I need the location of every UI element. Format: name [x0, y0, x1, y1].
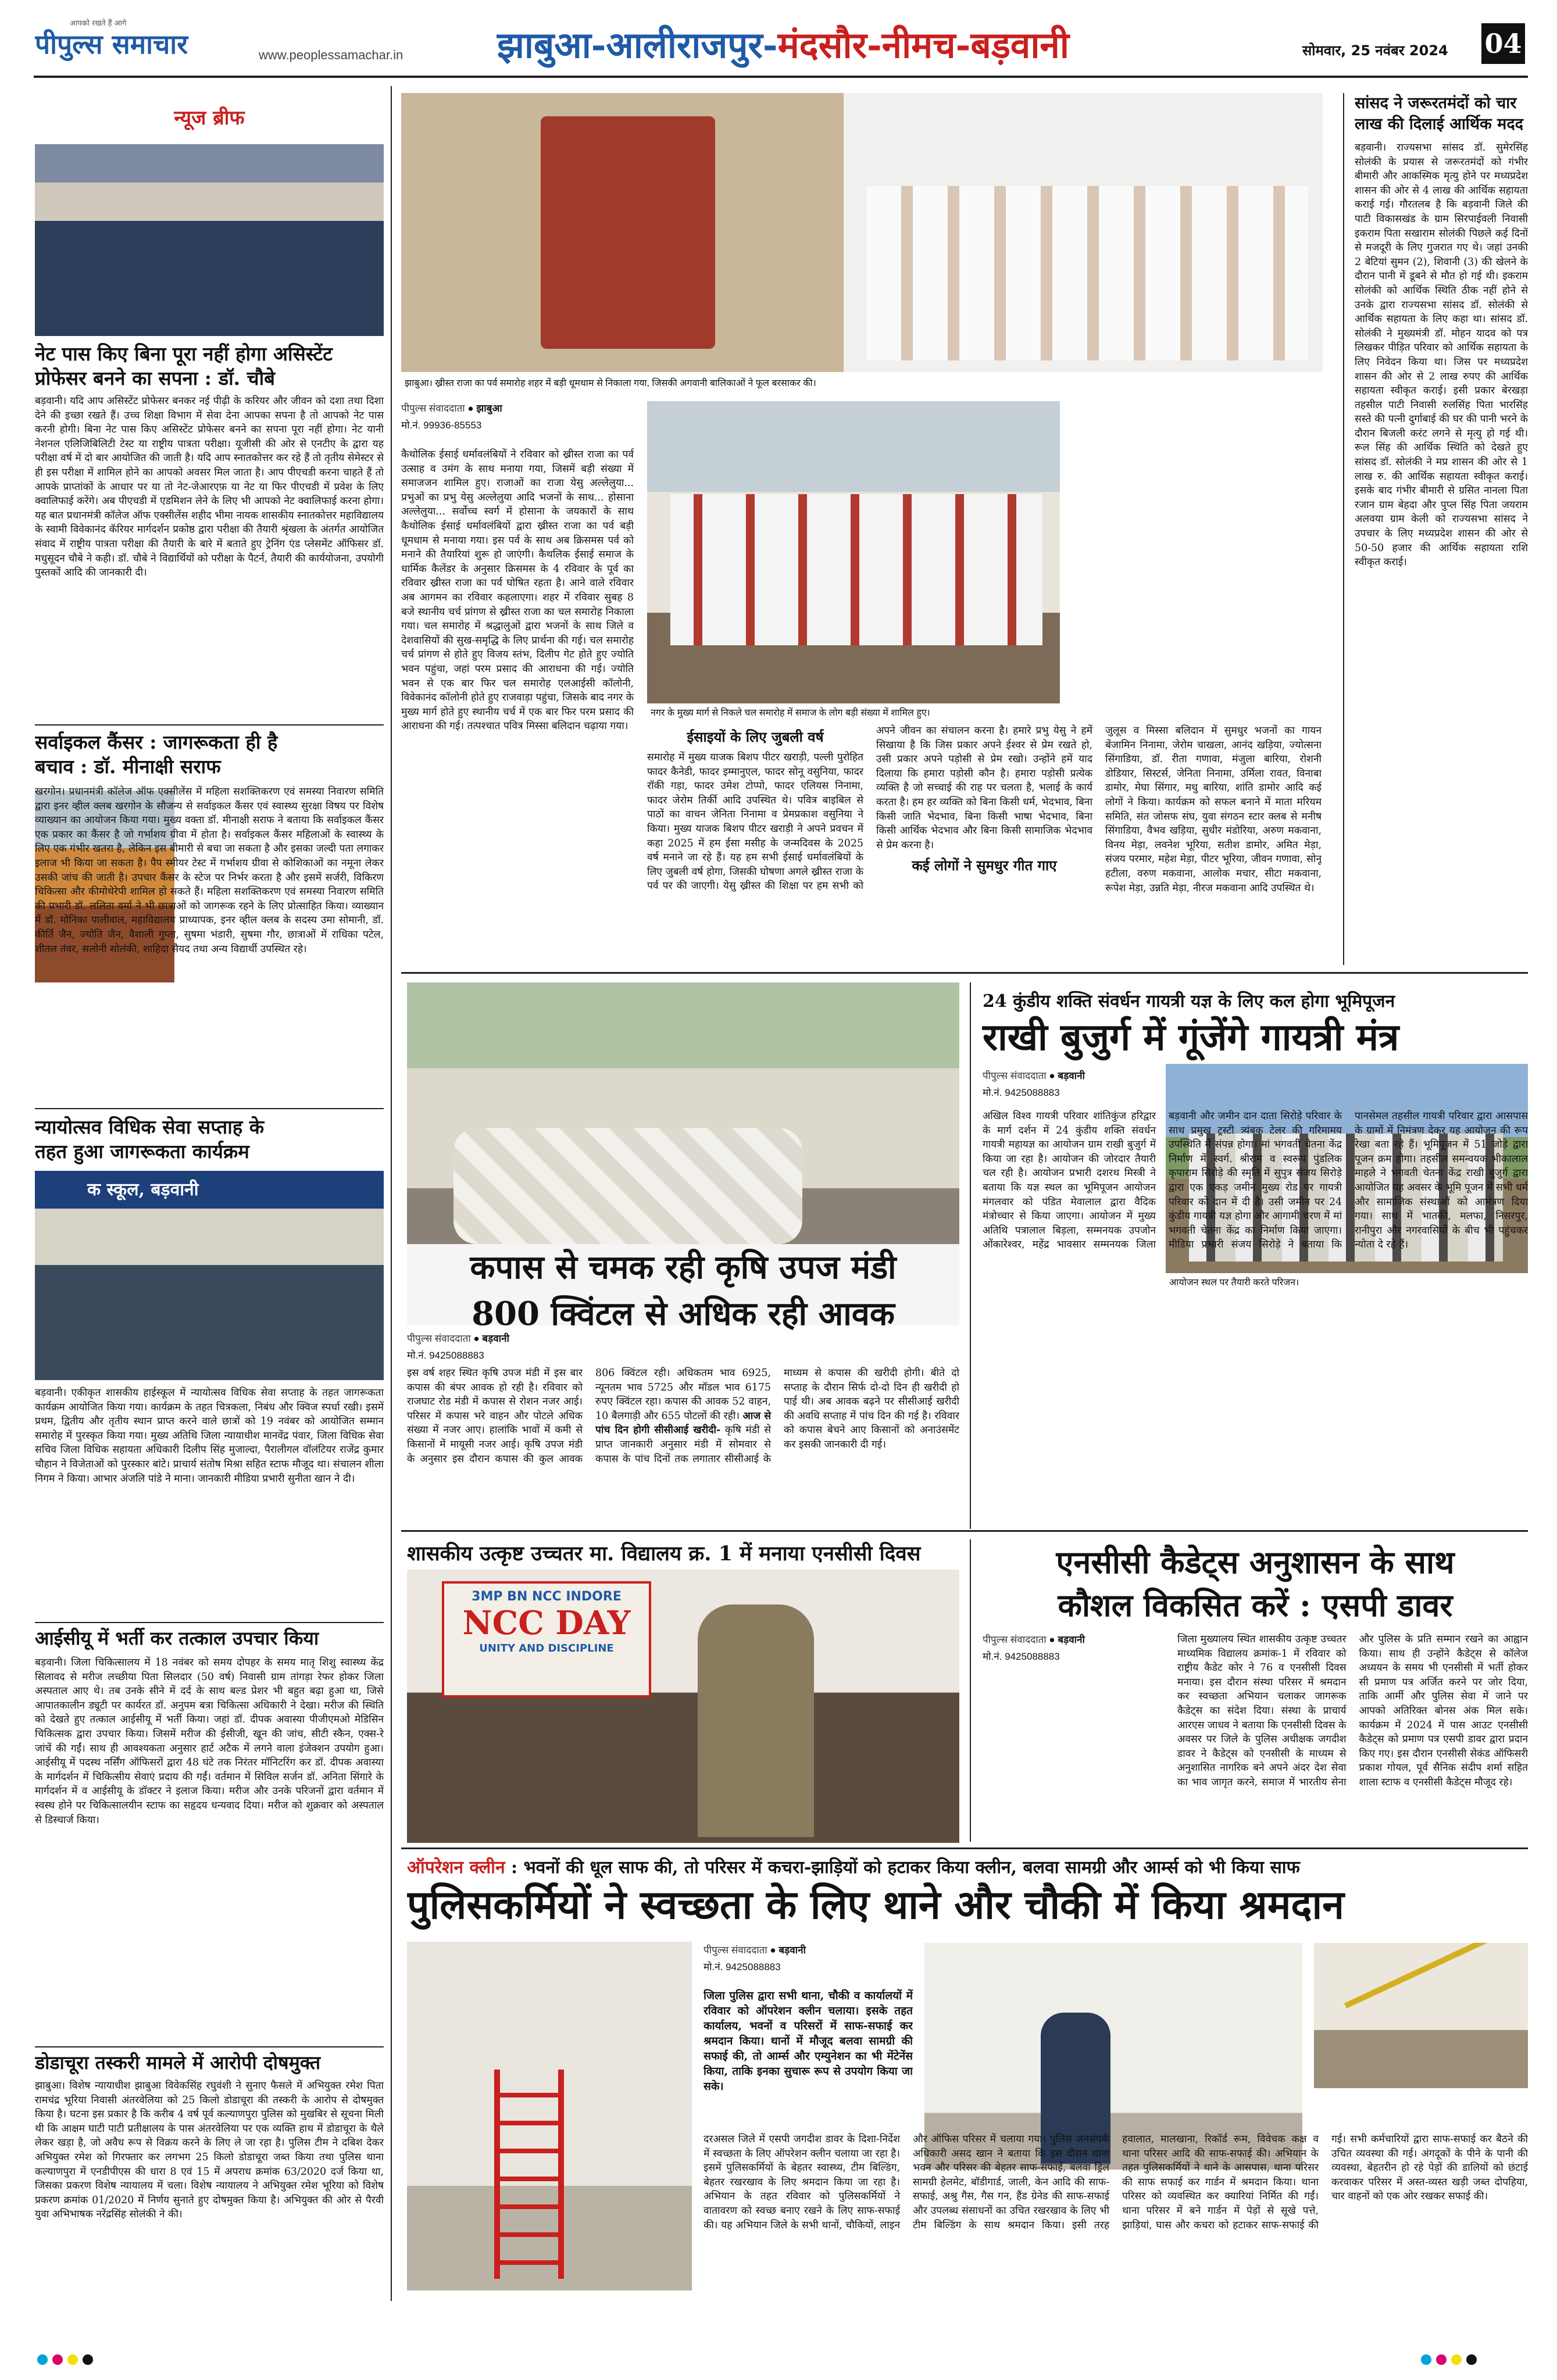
magenta-mark-icon — [52, 2354, 63, 2365]
site-url[interactable]: www.peoplessamachar.in — [259, 48, 403, 62]
brief-5-body: झाबुआ। विशेष न्यायाधीश झाबुआ विवेकसिंह रघुवंशी ने सुनाए फैसले में अभियुक्त रमेश पिता रामचंद्र भूरिया निवासी अंतरवेलिया को 25 किलो डोडाचूरा की तस्करी के आरोप से दोषमुक्त किया है। घटना इस प्रकार है कि करीब 4 वर्ष पूर्व कल्याणपुरा पुलिस को मुखबिर से सूचना मिली थी कि आक्षम घाटी पाटी प्रतीक्षालय के पास अंतरवेलिया पर एक व्यक्ति हाथ में डोडाचूरा के थैले लेकर खड़ा है, जो अवैध रूप से विक्रय करने के लिए ले जा रहा है। पुलिस टीम ने दबिश देकर अभियुक्त रमेश को गिरफ्तार कर लगभग 25 किलो डोडाचूरा जब्त किया तथा पुलिस थाना कल्याणपुरा में एनडीपीएस की धारा 8 एवं 15 में अपराध क्रमांक 63/2020 दर्ज किया था, जिसका प्रकरण विशेष न्यायालय में चला। विशेष न्यायालय ने अभियुक्त रमेश भूरिया को विशेष प्रकरण क्रमांक 01/2020 में निर्णय सुनाते हुए दोषमुक्त किया है। अभियुक्त की ओर से पैरवी युवा अभिभाषक नरेंद्रसिंह सोलंकी ने की। — [35, 2080, 384, 2221]
brief-divider-1 — [35, 724, 384, 726]
masthead — [0, 0, 1557, 78]
christ-body-col1-2: कैथोलिक ईसाई धर्मावलंबियों ने रविवार को ख्रीस्त राजा का पर्व उत्साह व उमंग के साथ मनाया गया, जिसमें बड़ी संख्या में समाजजन शामिल हुए। राजाओं का राजा येसु अल्लेलुया... प्रभुओं का प्रभु येसु अल्लेलुया आदि भजनों के साथ... होसाना अल्लेलुया... सर्वोच्च स्वर्ग में होसाना के जयकारों के साथ कैथोलिक ईसाई धर्मावलंबियों द्वारा ख्रीस्त राजा का पर्व बड़ी धूमधाम से मनाया गया। इस पर्व के साथ अब क्रिसमस पर्व को मनाने की तैयारियां शुरू हो जाएंगी। कैथलिक ईसाई समाज के धार्मिक कैलेंडर के अनुसार क्रिसमस के 4 रविवार के पूर्व का रविवार ख्रीस्त राजा का पर्व घोषित रहता है। आने वाले रविवार अब आगमन का रविवार कहलाएगा। शहर में रविवार सुबह 8 बजे स्थानीय चर्च प्रांगण से ख्रीस्त राजा का चल समारोह निकाला गया। चल समारोह में श्रद्धालुओं द्वारा भजनों के साथ जिले व देशवासियों की सुख-समृद्धि के लिए प्रार्थना की गई। चल समारोह चर्च प्रांगण से होते हुए विजय स्तंभ, दिलीप गेट होते हुए ज्योति भवन पहुंचा, जहां परम प्रसाद की आराधना की गई। ज्योति भवन से एक बार फिर चल समारोह एलआईसी कॉलोनी, विवेकानंद कॉलोनी होते हुए राजवाड़ा पहुंचा, जिसके बाद नगर के मुख्य मार्ग होते हुए स्थानीय चर्च में एक बार फिर परम प्रसाद की आराधना की गई। तत्पश्चात पवित्र मिस्सा बलिदान चढ़ाया गया। — [401, 449, 634, 732]
cyan-mark-icon — [1421, 2354, 1431, 2365]
cotton-byline-name: पीपुल्स संवाददाता — [407, 1333, 471, 1344]
section-rule-1 — [401, 972, 1528, 974]
jubilee-subhead: ईसाइयों के लिए जुबली वर्ष — [687, 728, 824, 745]
cotton-body — [407, 1366, 959, 1523]
clean-lead: जिला पुलिस द्वारा सभी थाना, चौकी व कार्यालयों में रविवार को ऑपरेशन क्लीन चलाया। इसके तहत कार्यालय, भवनों व परिसरों में साफ-सफाई कर श्रमदान किया। थानों में मौजूद बलवा सामग्री की सफाई की, तो आर्म्स और एम्युनेशन का भी मेंटेनेंस किया, ताकि इनका सुचारू रूप से उपयोग किया जा सके। — [703, 1989, 913, 2093]
ncc-officer — [698, 1604, 814, 1837]
news-brief-label: न्यूज ब्रीफ — [174, 106, 245, 130]
ncc-day-headline: शासकीय उत्कृष्ट उच्चतर मा. विद्यालय क्र. 1 में मनाया एनसीसी दिवस — [407, 1542, 921, 1566]
procession-photo-main — [401, 93, 1323, 372]
cotton-place: बड़वानी — [482, 1333, 509, 1344]
brief-divider-2 — [35, 1108, 384, 1109]
gayatri-body-text: अखिल विश्व गायत्री परिवार शांतिकुंज हरिद्वार के मार्ग दर्शन में 24 कुंडीय शक्ति संवर्धन गायत्री महायज्ञ का आयोजन ग्राम राखी बुजुर्ग में किया जा रहा है। आयोजन की जोरदार तैयारी चल रही है। आयोजन प्रभारी दशरथ मिस्त्री ने बताया कि यज्ञ स्थल का भूमिपूजन आयोजन मंगलवार को पंडित मेवालाल द्वारा वैदिक मंत्रोच्चार से किया जाएगा। आयोजन में मुख्य अतिथि पत्रालाल बिड़ला, सम्मनयक उपजोन ओंकारेश्वर, महेंद्र भावसार सम्मनयक जिला बड़वानी और जमीन दान दाता सिरोड़े परिवार के साथ प्रमुख ट्रस्टी त्र्यंबक टेलर की गरिमामय उपस्थिति में संपन्न होगा। मां भगवती चेतना केंद्र निर्माण में स्वर्ग. श्रीराम व स्वरूप पुंडलिक कृपाराम सिरोड़े की स्मृति में सुपुत्र संजय सिरोड़े द्वारा एक एकड़ जमीन मुख्य रोड पर गायत्री परिवार को दान में दी है। उसी जमीन पर 24 कुंडीय गायत्री यज्ञ होगा और आगामी चरण में मां भगवती चेतना केंद्र का निर्माण किया जाएगा। मीडिया प्रभारी संजय सिरोड़े ने बताया कि पानसेमल तहसील गायत्री परिवार द्वारा आसपास के ग्रामों में निमंत्रण देकर यह आयोजन की रूप रेखा बता रहे हैं। भूमिपूजन में 51 जोड़े द्वारा पूजन क्रम होगा। तहसील समन्वयक भीकालाल माहले ने भगवती चेतना केंद्र राखी बुजुर्ग द्वारा आयोजित यह अवसर के भूमि पूजन में सभी धर्म और सामाजिक संस्थाओं को आमंत्रण दिया गया। साथ में भातकी, मलफा, निसरपुर, रानीपुरा और नगरवासियों के बीच भी पहुंचकर न्योता दे रहे हैं। — [983, 1110, 1528, 1251]
christ-place: झाबुआ — [476, 403, 502, 414]
cotton-mobile: मो.नं. 9425088883 — [407, 1350, 484, 1361]
brief-3-headline — [35, 1115, 384, 1164]
christ-story-byline: पीपुल्स संवाददाता ● झाबुआ मो.नं. 99936-85553 — [401, 401, 634, 436]
christ-body-3-text: जुलूस व मिस्सा बलिदान में सुमधुर भजनों का गायन बेंजामिन निनामा, जेरोम चाखला, आनंद खड़िया, ज्योत्सना सिंगाडिया, डॉ. रीता गणावा, मंजुला बारिया, रोशनी डोडियार, सिस्टर्स, जेनिता निनामा, उर्मिला रावत, विनाबा डामोर, मेघा सिंगार, मधु बारिया, शांति डामोर आदि कई लोगों ने किया। कार्यक्रम को सफल बनाने में माता मरियम समिति, संत जोसफ संघ, युवा संगठन स्टार क्लब से मनीष सिंगाडिया, वैभव खड़िया, सुधीर मंडोरिया, अरुण मकवाना, विनय मेड़ा, लवनेश भूरिया, सतीश डामोर, अमित मेड़ा, संजय परमार, महेश मेड़ा, पीटर भूरिया, जीवन गणावा, सोनू हटीला, वरुण मकवाना, आलोक मचार, सीटा मकवाना, रूपेश मेड़ा, उन्नति मेड़ा, नीरज मकवाना आदि उपस्थित थे। — [1105, 725, 1322, 894]
clean-place: बड़वानी — [779, 1945, 806, 1956]
brief-2-head-line1: सर्वाइकल कैंसर : जागरूकता ही है — [35, 731, 278, 753]
brief-1-headline: नेट पास किए बिना पूरा नहीं होगा असिस्टेंट प्रोफेसर बनने का सपना : डॉ. चौबे — [35, 342, 333, 389]
ncc-head-line2: कौशल विकसित करें : एसपी डावर — [1058, 1586, 1453, 1624]
region-part-2: मंदसौर-नीमच-बड़वानी — [777, 24, 1069, 66]
brief-4-body: बड़वानी। जिला चिकित्सालय में 18 नवंबर को समय दोपहर के समय मातृ शिशु स्वास्थ्य केंद्र सिलावद से मरीज लच्छीया पिता सिलदार (50 वर्ष) निवासी ग्राम तांगड़ा रेफर होकर जिला अस्पताल आए थे। तब उनके सीने में दर्द के साथ बल्ड प्रेशर भी बहुत बढ़ा हुआ था, जिसे आपातकालीन ड्यूटी पर कार्यरत डॉ. अनुपम बत्रा चिकित्सा अधिकारी ने देखा। मरीज की स्थिति को देखते हुए तत्काल आईसीयू में भर्ती किया। जहां डॉ. दीपक अवास्या पीजीएमओ मेडिसिन चिकित्सक द्वारा उपचार किया। जिसमें मरीज की ईसीजी, खून की जांच, सीटी स्कैन, एक्स-रे जांचें की गईं। साथ ही आवश्यकता अनुसार हार्ट अटैक में लगने वाला इंजेक्शन उपयोग हुआ। आईसीयू में पदस्थ नर्सिंग ऑफिसरों द्वारा 48 घंटे तक निरंतर मॉनिटरिंग कर डॉ. दीपक अवास्या के मार्गदर्शन में चिकित्सीय सेवाएं प्रदाय की गईं। वर्तमान में सिविल सर्जन डॉ. अनिता सिंगारे के मार्गदर्शन में व आईसीयू के डॉक्टर ने इलाज किया। मरीज और उनके परिजनों द्वारा वर्तमान में स्वस्थ होने पर चिकित्सालयीन स्टाफ का सहृदय धन्यवाद दिया। मरीज को शुक्रवार को अस्पताल से डिस्चार्ज किया। — [35, 1657, 384, 1826]
cotton-gayatri-rule — [970, 982, 971, 1529]
brief-divider-3 — [35, 1622, 384, 1623]
ncc-head-line1: एनसीसी कैडेट्स अनुशासन के साथ — [1056, 1543, 1455, 1581]
cotton-subhead: आज से पांच दिन होगी सीसीआई खरीदी- — [595, 1410, 771, 1436]
christ-body-2-text: समारोह में मुख्य याजक बिशप पीटर खराड़ी, पल्ली पुरोहित फादर कैनेडी, फादर इम्मानुएल, फादर सोनू वसुनिया, फादर रॉकी गड़ा, फादर उमेश टोप्पो, फादर एलियस निनामा, फादर जेरोम तिर्की आदि उपस्थित थे। पवित्र बाइबिल से पाठों का वाचन जेनिता निनामा व प्रेमप्रकाश वसुनिया ने किया। मुख्य याजक बिशप पीटर खराड़ी ने अपने प्रवचन में कहा 2025 में हम ईसा मसीह के जन्मदिवस के 2025 वर्ष मनाने जा रहे हैं। यह हम सभी ईसाई धर्मावलंबियों के लिए जुबली वर्ष होगा, जिसकी घोषणा अगले ख्रीस्त राजा के पर्व पर की जाएगी। येसु ख्रीस्त की शिक्षा पर हम सभी को अपने जीवन का संचालन करना है। हमारे प्रभु येसु ने हमें सिखाया है कि जिस प्रकार अपने ईश्वर से प्रेम रखते हो, उसी प्रकार अपने पड़ोसी से प्रेम रखो। उन्होंने हमें याद दिलाया कि हमारा पड़ोसी कौन है। हमारा पड़ोसी प्रत्येक व्यक्ति है जो सच्चाई की राह पर चलता है, भलाई के कार्य करता है। हम हर व्यक्ति को बिना किसी धर्म, भेदभाव, बिना किसी जाति भेदभाव, बिना किसी भाषा भेदभाव, बिना किसी आर्थिक भेदभाव और बिना किसी सामाजिक भेदभाव से प्रेम करना है। — [647, 725, 1092, 892]
clean-body-text: दरअसल जिले में एसपी जगदीश डावर के दिशा-निर्देश में स्वच्छता के लिए ऑपरेशन क्लीन चलाया जा रहा है। इसमें पुलिसकर्मियों के बेहतर स्वास्थ्य, टीम बिल्डिंग, बेहतर रखरखाव के लिए श्रमदान किया जा रहा है। अभियान के तहत रविवार को पुलिसकर्मियों ने वातावरण को स्वच्छ बनाए रखने के लिए साफ-सफाई की। यह अभियान जिले के सभी थानों, चौकियों, लाइन और ऑफिस परिसर में चलाया गया। पुलिस जनसंपर्क अधिकारी असद खान ने बताया कि इस दौरान थाना भवन और परिसर की बेहतर साफ-सफाई, बलवा ड्रिल सामग्री हेलमेट, बॉडीगार्ड, जाली, केन आदि की साफ-सफाई, अश्रु गैस, गैस गन, हैंड ग्रेनेड की साफ-सफाई और उपलब्ध संसाधनों का उचित रखरखाव के लिए भी टीम बिल्डिंग के साथ श्रमदान किया। इसी तरह हवालात, मालखाना, रिकॉर्ड रूम, विवेचक कक्ष व थाना परिसर आदि की साफ-सफाई की। अभियान के तहत पुलिसकर्मियों ने थाने के आसपास, थाना परिसर की साफ सफाई कर गार्डन में श्रमदान किया। थाना परिसर को व्यवस्थित कर क्यारियां निर्मित की गईं। थाना परिसर में बने गार्डन में पेड़ों से सूखे पत्ते, झाड़ियां, घास और कचरा को हटाकर साफ-सफाई की गई। सभी कर्मचारियों द्वारा साफ-सफाई कर बैठने की उचित व्यवस्था की गई। अंगदूकों के पीने के पानी की व्यवस्था, बेहतरीन हो रहे पेड़ों की डालियों को छंटाई करवाकर परिसर में अस्त-व्यस्त खड़ी जब्त दोपहिया, चार वाहनों को एक ओर रखकर सफाई की। — [703, 2134, 1528, 2231]
logo-text: पीपुल्स समाचार — [35, 28, 188, 60]
brief-2-body: खरगोन। प्रधानमंत्री कॉलेज ऑफ एक्सीलेंस में महिला सशक्तिकरण एवं समस्या निवारण समिति द्वारा इनर व्हील क्लब खरगोन के सौजन्य से सर्वाइकल कैंसर एवं स्वास्थ्य सुरक्षा विषय पर विशेष व्याख्यान का आयोजन किया गया। मुख्य वक्ता डॉ. मीनाक्षी सराफ ने बताया कि सर्वाइकल कैंसर एक प्रकार का कैंसर है जो गर्भाशय ग्रीवा में होता है। सर्वाइकल कैंसर महिलाओं के स्वास्थ्य के लिए एक गंभीर खतरा है, लेकिन इस बीमारी से बचा जा सकता है और इसका जल्दी पता लगाकर इलाज भी किया जा सकता है। पैप स्मीयर टेस्ट में गर्भाशय ग्रीवा से कोशिकाओं का नमूना लेकर उसकी जांच की जाती है। उपचार कैंसर के स्टेज पर निर्भर करता है और इसमें सर्जरी, विकिरण चिकित्सा और कीमोथेरेपी शामिल हो सकते हैं। महिला सशक्तिकरण एवं समस्या निवारण समिति की प्रभारी डॉ. ललिता वर्मा ने भी छात्राओं को जागरूक रहने के लिए प्रोत्साहित किया। व्याख्यान में डॉ. मोनिका पालीवाल, महाविद्यालय प्राध्यापक, इनर व्हील क्लब के सदस्य उमा सोमानी, डॉ. कीर्ति जैन, ज्योति जैन, वैशाली गुप्ता, सुषमा भंडारी, सुषमा गौर, छात्राओं में राधिका पटेल, शीतल तंवर, सलोनी सोलंकी, शाहिदा सैयद तथा अन्य विद्यार्थी उपस्थित रहे। — [35, 786, 384, 955]
cyan-mark-icon — [37, 2354, 48, 2365]
gayatri-photo-caption: आयोजन स्थल पर तैयारी करते परिजन। — [1166, 1274, 1528, 1289]
clean-byline: पीपुल्स संवाददाता ● बड़वानी मो.नं. 9425088883 — [703, 1943, 913, 1978]
clean-byline-name: पीपुल्स संवाददाता — [703, 1945, 767, 1956]
clean-photo-1 — [407, 1942, 692, 2290]
christ-continuation — [647, 724, 1322, 968]
broom-icon — [1344, 1943, 1505, 2009]
clean-mobile: मो.नं. 9425088883 — [703, 1961, 781, 1972]
brief-3-body: बड़वानी। एकीकृत शासकीय हाईस्कूल में न्यायोत्सव विधिक सेवा सप्ताह के तहत जागरूकता कार्यक्रम आयोजित किया गया। कार्यक्रम के तहत चित्रकला, निबंध और क्विज स्पर्धा रखी। इसमें प्रथम, द्वितीय और तृतीय स्थान प्राप्त करने वाले छात्रों को 19 नवंबर को आयोजित सम्मान समारोह में पुरस्कृत किया गया। मुख्य अतिथि जिला न्यायाधीश मानवेंद्र पंवार, जिला विधिक सेवा सचिव जिला विधिक सहायता अधिकारी दिलीप सिंह मुजाल्दा, पैरालीगल वॉलंटियर राजेंद्र कुमार चौहान ने विजेताओं को पुरस्कार बांटे। प्राचार्य संतोष मिश्रा सहित स्टाफ मौजूद था। संचालन शीला निगम ने किया। आभार अंजलि पांडे ने माना। जानकारी मीडिया प्रभारी सुनीता खान ने दी। — [35, 1387, 384, 1485]
ncc-banner-title: NCC DAY — [462, 1604, 631, 1642]
songs-subhead: कई लोगों ने सुमधुर गीत गाए — [912, 857, 1057, 874]
ncc-day-photo — [407, 1570, 959, 1843]
seminar-photo — [35, 144, 384, 336]
clean-kicker-label: ऑपरेशन क्लीन — [407, 1857, 505, 1878]
ncc-banner-motto: UNITY AND DISCIPLINE — [479, 1642, 614, 1654]
procession-photo-2-caption: नगर के मुख्य मार्ग से निकले चल समारोह में समाज के लोग बड़ी संख्या में शामिल हुए। — [647, 705, 1060, 720]
clean-photo-3 — [1314, 1943, 1528, 2088]
clean-body — [703, 2132, 1528, 2307]
cotton-head-line1: कपास से चमक रही कृषि उपज मंडी — [470, 1248, 897, 1287]
ncc-banner-unit: 3MP BN NCC INDORE — [472, 1589, 622, 1604]
brief-5-headline: डोडाचूरा तस्करी मामले में आरोपी दोषमुक्त — [35, 2052, 321, 2074]
gayatri-kicker: 24 कुंडीय शक्ति संवर्धन गायत्री यज्ञ के लिए कल होगा भूमिपूजन — [983, 991, 1395, 1012]
right-column-rule — [1343, 93, 1344, 965]
school-event-photo — [35, 1171, 384, 1380]
registration-marks-left — [35, 2354, 151, 2372]
logo-tagline: आपको रखते हैं आगे — [70, 19, 127, 28]
cotton-byline: पीपुल्स संवाददाता ● बड़वानी मो.नं. 9425088883 — [407, 1331, 593, 1364]
masthead-rule — [34, 76, 1528, 78]
gayatri-byline: पीपुल्स संवाददाता ● बड़वानी मो.नं. 9425088883 — [983, 1069, 1157, 1103]
mp-aid-headline: सांसद ने जरूरतमंदों को चार लाख की दिलाई आर्थिक मदद — [1355, 94, 1523, 133]
ncc-banner — [442, 1581, 651, 1698]
mp-aid-article — [1355, 93, 1528, 965]
cotton-head-line2: 800 क्विंटल से अधिक रही आवक — [472, 1295, 895, 1333]
black-mark-icon — [1466, 2354, 1477, 2365]
procession-photo-2 — [647, 401, 1060, 703]
ncc-mobile: मो.नं. 9425088883 — [983, 1651, 1060, 1662]
ncc-byline: पीपुल्स संवाददाता ● बड़वानी मो.नं. 9425088883 — [983, 1632, 1169, 1667]
brief-2-head-line2: बचाव : डॉ. मीनाक्षी सराफ — [35, 755, 221, 778]
school-sign-text: क स्कूल, बड़वानी — [87, 1180, 199, 1200]
registration-marks-right — [1419, 2354, 1535, 2372]
gayatri-headline: राखी बुजुर्ग में गूंजेंगे गायत्री मंत्र — [983, 1016, 1399, 1059]
gayatri-mobile: मो.नं. 9425088883 — [983, 1087, 1060, 1098]
mp-aid-body: बड़वानी। राज्यसभा सांसद डॉ. सुमेरसिंह सोलंकी के प्रयास से जरूरतमंदों को गंभीर बीमारी और आकस्मिक मृत्यु होने पर मध्यप्रदेश शासन की ओर से 4 लाख की आर्थिक सहायता कराई गई। गौरतलब है कि बड़वानी जिले की पाटी विकासखंड के ग्राम सिरपाईवली निवासी इकराम पिता सखाराम सोलंकी पिछले कई दिनों से मजदूरी के लिए गुजरात गए थे। जहां उनकी 2 बेटियां सुमन (2), शिवानी (3) की खेलने के दौरान पानी में डूबने से मौत हो गई थी। इकराम सोलंकी को आर्थिक स्थिति ठीक नहीं होने से उनके द्वारा राज्यसभा सांसद डॉ. सोलंकी से आर्थिक सहायता के लिए कहा था। सांसद डॉ. सोलंकी ने मुख्यमंत्री डॉ. मोहन यादव को पत्र लिखकर पीड़ित परिवार को आर्थिक सहायता के लिए निवेदन किया था। जिस पर मध्यप्रदेश शासन की ओर से 2 लाख रुपए की आर्थिक सहायता स्वीकृत कराई। इसी प्रकार बेरखड़ा तहसील पाटी निवासी रुलसिंह पिता भारसिंह सस्ते की पत्नी दुर्गाबाई की घर की पानी भरने के दौरान बिजली करंट लगने से मृत्यु हो गई थी। रूल सिंह की आर्थिक स्थिति को देखते हुए सांसद डॉ. सोलंकी ने मप्र शासन की ओर से 1 लाख रु. की आर्थिक सहायता स्वीकृत कराई। इसके बाद गंभीर बीमारी से ग्रसित नानला पिता रजान ग्राम बेहदा और पुप्ल सिंह पिता जयराम अलवया ग्राम केली को राज्यसभा सांसद ने उपचार के लिए मध्यप्रदेश शासन की ओर से 50-50 हजार की आर्थिक सहायता राशि स्वीकृत कराई। — [1355, 142, 1528, 569]
cotton-body-2: कृषि मंडी से प्राप्त जानकारी अनुसार मंडी में सोमवार से कपास के पांच दिनों तक लगातार सीसीआई के माध्यम से कपास की खरीदी होगी। बीते दो सप्ताह के दौरान सिर्फ दो-दो दिन ही खरीदी हो पाई थी। अब आवक बढ़ने पर सीसीआई खरीदी की अवधि सप्ताह में पांच दिन की गई है। रविवार को कपास बेचने आए किसानों को अनाउंसमेंट कर इसकी जानकारी दी गई। — [595, 1367, 959, 1465]
page-number: 04 — [1481, 23, 1525, 64]
clean-kicker-text: : भवनों की धूल साफ की, तो परिसर में कचरा-झाड़ियों को हटाकर किया क्लीन, बलवा सामग्री और आर्म्स को भी किया साफ — [505, 1857, 1300, 1878]
gayatri-place: बड़वानी — [1058, 1070, 1085, 1081]
brief-4-headline: आईसीयू में भर्ती कर तत्काल उपचार किया — [35, 1627, 319, 1649]
ncc-body — [1177, 1632, 1528, 1842]
section-rule-3 — [401, 1847, 1528, 1849]
brief-divider-4 — [35, 2046, 384, 2047]
yellow-mark-icon — [1451, 2354, 1462, 2365]
brief-1-body: बड़वानी। यदि आप असिस्टेंट प्रोफेसर बनकर नई पीढ़ी के करियर और जीवन को दशा तथा दिशा देने की इच्छा रखते हैं। उच्च शिक्षा विभाग में सेवा देना आपका सपना है तो आपको नेट पास करनी होगी। बिना नेट पास किए असिस्टेंट प्रोफेसर बनने का सपना पूरा नहीं होगा। नेट यानी नेशनल एलिजिबिलिटी टेस्ट या राष्ट्रीय पात्रता परीक्षा। यूजीसी की ओर से एनटीए के द्वारा यह परीक्षा वर्ष में दो बार आयोजित की जाती है। यदि आप स्नातकोत्तर कर रहे हैं तो तृतीय सेमेस्टर से ही इस परीक्षा में शामिल होने का आपको अवसर मिल जाता है। आप पीएचडी करना चाहते हैं तो आपके प्राप्तांकों के आधार पर या तो नेट-जेआरएफ़ या नेट या फिर पीएचडी में प्रवेश के लिए क्वालिफाई करेंगे। अब पीएचडी में एडमिशन लेने के लिए भी आपको नेट क्वालिफाई करना होगा। यह बात प्रधानमंत्री कॉलेज ऑफ एक्सीलेंस शहीद भीमा नायक शासकीय स्नातकोत्तर महाविद्यालय के स्वामी विवेकानंद कॅरियर मार्गदर्शन प्रकोष्ठ द्वारा परीक्षा की तैयारी श्रृंखला के अंतर्गत आयोजित संवाद में राष्ट्रीय पात्रता परीक्षा की तैयारी के बारे में बताते हुए ट्रेनिंग एंड प्लेसमेंट ऑफिसर डॉ. मधुसूदन चौबे ने कही। डॉ. चौबे ने विद्यार्थियों को परीक्षा के पैटर्न, तैयारी की कार्ययोजना, उपयोगी पुस्तकों आदि की जानकारी दी। — [35, 395, 384, 579]
clean-kicker — [407, 1854, 1528, 1878]
procession-photo-caption: झाबुआ। ख्रीस्त राजा का पर्व समारोह शहर में बड़ी धूमधाम से निकाला गया, जिसकी अगवानी बालिकाओं ने फूल बरसाकर की। — [401, 375, 1323, 390]
section-rule-2 — [401, 1530, 1528, 1532]
clean-headline: पुलिसकर्मियों ने स्वच्छता के लिए थाने और चौकी में किया श्रमदान — [407, 1882, 1344, 1928]
christ-body-2 — [647, 724, 1322, 895]
black-mark-icon — [83, 2354, 93, 2365]
procession-float — [541, 116, 715, 349]
procession-girls — [866, 186, 1308, 360]
gayatri-byline-name: पीपुल्स संवाददाता — [983, 1070, 1047, 1081]
left-column-rule — [391, 86, 392, 2301]
ncc-vertical-rule — [970, 1539, 971, 1842]
ladder-icon — [494, 2070, 564, 2279]
ncc-body-text: जिला मुख्यालय स्थित शासकीय उत्कृष्ट उच्चतर माध्यमिक विद्यालय क्रमांक-1 में रविवार को राष्ट्रीय कैडेट कोर ने 76 व एनसीसी दिवस मनाया। इस दौरान संस्था परिसर में श्रमदान कर स्वच्छता अभियान चलाकर जागरूक कैडेट्स का संदेश दिया। संस्था के प्राचार्य आरएस जाधव ने बताया कि एनसीसी दिवस के अवसर पर जिले के पुलिस अधीक्षक जगदीश डावर ने कैडेट्स को एनसीसी के माध्यम से अनुशासित नागरिक बने अपने अंदर देश सेवा का भाव जागृत करने, समाज में भारतीय सेना और पुलिस के प्रति सम्मान रखने का आह्वान किया। साथ ही उन्होंने कैडेट्स से कॉलेज अध्ययन के समय भी एनसीसी में भर्ती होकर सी प्रमाण पत्र अर्जित करने पर जोर दिया, ताकि आर्मी और पुलिस सेवा में जाने पर आपको अतिरिक्त बोनस अंक मिल सके। कार्यक्रम में 2024 में पास आउट एनसीसी कैडेट्स को प्रमाण पत्र एसपी डावर द्वारा प्रदान किए गए। इस दौरान एनसीसी सेकंड ऑफिसरी प्रकाश गोयल, पूर्व सैनिक संदीप शर्मा सहित शाला स्टाफ व एनसीसी कैडेट्स मौजूद रहे। — [1177, 1634, 1528, 1788]
christ-mobile: मो.नं. 99936-85553 — [401, 420, 482, 431]
news-brief-column — [35, 86, 384, 2307]
cotton-sacks — [453, 1128, 802, 1244]
magenta-mark-icon — [1436, 2354, 1447, 2365]
yellow-mark-icon — [67, 2354, 78, 2365]
gayatri-body — [983, 1109, 1528, 1523]
ncc-place: बड़वानी — [1058, 1634, 1085, 1645]
ncc-byline-name: पीपुल्स संवाददाता — [983, 1634, 1047, 1645]
ncc-headline — [983, 1541, 1528, 1627]
brief-2-headline — [35, 730, 384, 779]
brief-3-head-line2: तहत हुआ जागरूकता कार्यक्रम — [35, 1140, 249, 1163]
cotton-body-text: इस वर्ष शहर स्थित कृषि उपज मंडी में इस बार कपास की बंपर आवक हो रही है। रविवार को राजघाट रोड मंडी में कपास से रोशन नजर आई। परिसर में कपास भरे वाहन और पोटले अधिक संख्या में नजर आए। हालांकि भावों में कमी से किसानों में मायूसी नजर आई। कृषि उपज मंडी के अनुसार इस दौरान कपास की कुल आवक 806 क्विंटल रही। अधिकतम भाव 6925, न्यूनतम भाव 5725 और मॉडल भाव 6175 रुपए क्विंटल रहा। कपास की आवक 52 वाहन, 10 बैलगाड़ी और 655 पोटलों की रही। — [407, 1367, 771, 1465]
date-line: सोमवार, 25 नवंबर 2024 — [1302, 42, 1448, 59]
brief-3-head-line1: न्यायोत्सव विधिक सेवा सप्ताह के — [35, 1116, 265, 1138]
region-part-1: झाबुआ-आलीराजपुर- — [497, 24, 778, 66]
christ-byline: पीपुल्स संवाददाता — [401, 403, 465, 414]
region-title — [497, 22, 1069, 69]
logo — [35, 17, 267, 70]
procession-walkers — [670, 494, 1042, 645]
cotton-headline — [407, 1244, 959, 1337]
